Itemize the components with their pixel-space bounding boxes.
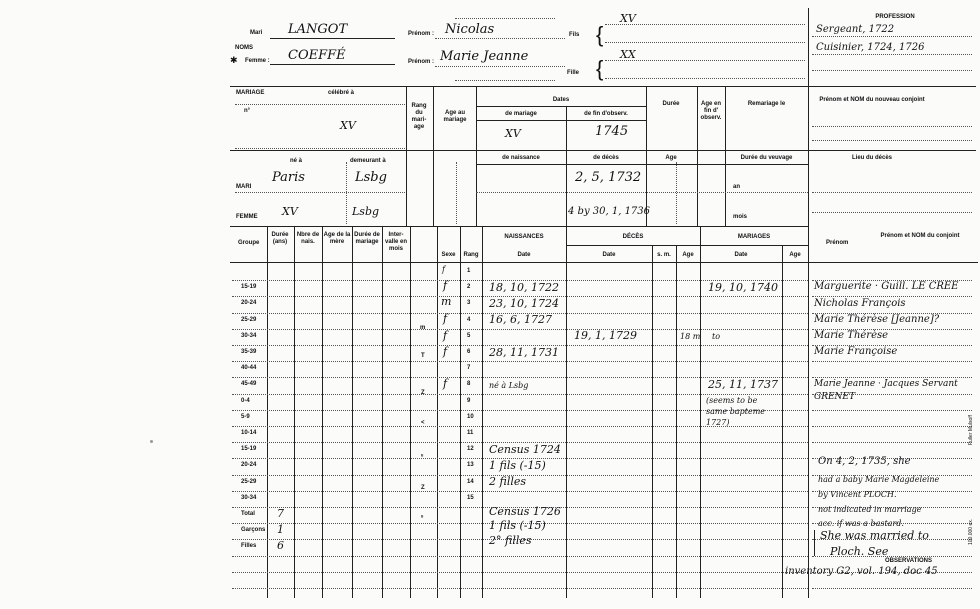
- rang-number: 9: [467, 397, 471, 404]
- rang-number: 3: [467, 300, 471, 307]
- obs-line-4: not indicated in marriage: [818, 505, 922, 514]
- age-group-label: 5-9: [241, 413, 250, 420]
- child5-deces-age: 18 m: [680, 332, 701, 341]
- noms-label: NOMS: [235, 45, 253, 51]
- total-value: 7: [277, 507, 284, 520]
- femme-name: COEFFÉ: [288, 48, 346, 63]
- age-group-label: Total: [241, 511, 255, 517]
- femme-prenom: Marie Jeanne: [440, 49, 529, 64]
- fils-mark: XX: [620, 48, 636, 61]
- obs-line-2: had a baby Marie Magdeleine: [818, 475, 940, 484]
- row-divider: [232, 556, 808, 557]
- groupe-label: Groupe: [238, 240, 260, 246]
- rang-number: 11: [467, 430, 474, 436]
- child5-prenom: Marie Thérèse: [814, 330, 889, 341]
- rang-number: 12: [467, 446, 474, 453]
- mari-label: Mari: [250, 30, 263, 36]
- dates-label: Dates: [552, 97, 570, 103]
- age-group-label: 0-4: [241, 397, 250, 404]
- mariage-title: MARIAGE: [236, 90, 265, 96]
- duree-label: Durée: [662, 101, 680, 107]
- nbre-nais-label: Nbre de nais.: [296, 232, 320, 245]
- child8-prenom: Marie Jeanne · Jacques Servant GRENET: [814, 379, 958, 402]
- rang-number: 5: [467, 332, 471, 339]
- mariages-label: MARIAGES: [737, 234, 771, 240]
- side-letter-z: Z: [421, 390, 425, 396]
- age-group-label: 15-19: [241, 284, 257, 291]
- obs-line-7: Ploch. See: [830, 545, 889, 558]
- rang-number: 1: [467, 268, 471, 274]
- remariage-label: Remariage le: [747, 101, 786, 107]
- side-letter-n: Z: [421, 485, 425, 491]
- fils-label: Fils: [569, 32, 580, 38]
- child2-date: 18, 10, 1722: [489, 281, 559, 294]
- age-group-label: 40-44: [241, 365, 257, 372]
- age-group-label: 20-24: [241, 462, 257, 469]
- rang-mariage-label: Rang du mari-age: [411, 103, 427, 130]
- de-fin-label: de fin d'observ.: [584, 111, 628, 117]
- mariage-age-label: Age: [789, 252, 801, 258]
- child8-date: né à Lsbg: [489, 381, 529, 390]
- mari-prenom: Nicolas: [445, 22, 495, 37]
- rang-number: 8: [467, 381, 471, 388]
- child2-mariage: 19, 10, 1740: [708, 281, 778, 294]
- age-fin-label: Age en fin d' observ.: [700, 101, 722, 121]
- profession-1: Sergeant, 1722: [816, 24, 895, 35]
- ne-a-label: né à: [290, 158, 303, 164]
- child5-deces: 19, 1, 1729: [574, 329, 637, 342]
- row-divider: [232, 491, 808, 492]
- child6-sexe: f: [443, 345, 448, 358]
- mois-label: mois: [733, 214, 748, 220]
- row-divider: [812, 410, 972, 411]
- row-divider: [232, 329, 808, 330]
- child6-prenom: Marie Françoise: [814, 346, 898, 357]
- femme-ne-a: XV: [282, 205, 298, 218]
- side-text-left: Fuller Mulsoff: [968, 415, 974, 445]
- age-group-label: 25-29: [241, 316, 257, 323]
- rang-label: Rang: [463, 252, 479, 258]
- child5-sexe: f: [443, 329, 448, 342]
- mari-prenom-label: Prénom :: [408, 31, 435, 37]
- fils-brace-icon: {: [596, 22, 604, 47]
- side-text-right: 100.000 ex.: [968, 518, 974, 545]
- mari-deces: 2, 5, 1732: [575, 170, 642, 185]
- child2-prenom: Marguerite · Guill. LE CREE: [814, 281, 959, 292]
- row-divider: [812, 442, 972, 443]
- total-value: 1: [277, 523, 284, 537]
- femme-row-label: FEMME: [236, 214, 258, 220]
- age-group-label: 10-14: [241, 430, 257, 436]
- rang-number: 2: [467, 284, 471, 291]
- femme-deces: 4 by 30, 1, 1736: [568, 206, 651, 217]
- total-value: 6: [277, 539, 284, 553]
- obs-line-5: acc. if was a bastard.: [818, 519, 904, 528]
- rang-number: 6: [467, 349, 471, 355]
- child4-sexe: f: [443, 312, 448, 325]
- row-divider: [812, 426, 972, 427]
- de-mariage-label: de mariage: [505, 111, 537, 117]
- child3-date: 23, 10, 1724: [489, 297, 559, 310]
- fille-brace-icon: {: [596, 56, 604, 81]
- age-label: Age: [665, 155, 677, 161]
- sm-label: s. m.: [657, 252, 671, 258]
- no-label: n°: [244, 108, 251, 114]
- mari-name: LANGOT: [288, 22, 348, 37]
- obs-line-6: She was married to: [820, 529, 929, 542]
- age-group-label: Garçons: [241, 527, 266, 534]
- mari-ne-a: Paris: [272, 170, 305, 185]
- deces-label: DÉCÈS: [622, 234, 644, 240]
- age-group-label: 30-34: [241, 332, 257, 339]
- age-group-label: 30-34: [241, 494, 257, 501]
- star-icon: ✱: [230, 55, 238, 65]
- rang-number: 7: [467, 365, 471, 372]
- duree-veuvage-label: Durée du veuvage: [740, 155, 793, 161]
- conjoint-label: Prénom et NOM du conjoint: [880, 233, 960, 239]
- age-group-label: 20-24: [241, 300, 257, 307]
- age-group-label: Filles: [241, 543, 257, 550]
- observations-label: OBSERVATIONS: [885, 558, 933, 564]
- duree-mariage-label: Durée de mariage: [354, 232, 380, 245]
- side-letter-t: T: [421, 353, 425, 359]
- child1-sexe: f: [442, 265, 445, 274]
- row-divider: [232, 361, 808, 362]
- sexe-label: Sexe: [441, 252, 456, 258]
- child8-mariage-note: (seems to be same bapteme 1727): [706, 396, 766, 427]
- child4-prenom: Marie Thérèse [Jeanne]?: [814, 314, 940, 325]
- age-mere-label: Age de la mère: [323, 232, 351, 245]
- age-group-label: 25-29: [241, 478, 257, 485]
- femme-demeurant: Lsbg: [352, 205, 380, 218]
- child2-sexe: f: [443, 279, 448, 292]
- fin-observ-date: 1745: [595, 124, 629, 139]
- census-1724: Census 1724: [489, 443, 561, 456]
- age-group-label: 15-19: [241, 446, 257, 453]
- census-1724-fils: 1 fils (-15): [489, 459, 546, 472]
- mari-demeurant: Lsbg: [355, 170, 387, 185]
- femme-prenom-label: Prénom :: [408, 59, 435, 65]
- census-1726-filles: 2° filles: [489, 534, 532, 547]
- lieu-deces-label: Lieu du décès: [851, 155, 892, 161]
- rang-number: 14: [467, 478, 474, 485]
- child8-sexe: f: [443, 377, 448, 390]
- rang-number: 10: [467, 413, 474, 420]
- de-deces-label: de décès: [593, 155, 619, 161]
- age-group-label: 45-49: [241, 381, 257, 388]
- profession-2: Cuisinier, 1724, 1726: [816, 42, 925, 53]
- rang-number: 13: [467, 462, 474, 469]
- deces-date-label: Date: [602, 252, 616, 258]
- profession-label: PROFESSION: [875, 14, 915, 20]
- side-letter-f: ᵤ: [421, 452, 424, 458]
- naissances-label: NAISSANCES: [504, 234, 544, 240]
- row-divider: [812, 361, 972, 362]
- child5-deces-age2: to: [712, 332, 721, 341]
- child4-date: 16, 6, 1727: [489, 313, 552, 326]
- age-group-label: 35-39: [241, 349, 257, 355]
- row-divider: [232, 588, 808, 589]
- naissance-date-label: Date: [517, 252, 531, 258]
- row-divider: [232, 572, 808, 573]
- scan-dot: [150, 440, 153, 443]
- femme-label: Femme :: [245, 58, 270, 64]
- child8-mariage: 25, 11, 1737: [708, 378, 778, 391]
- mariage-date: XV: [505, 127, 521, 140]
- census-1726: Census 1726: [489, 505, 561, 518]
- fille-label: Fille: [567, 70, 580, 76]
- deces-age-label: Age: [682, 252, 694, 258]
- celebre-label: célébré à: [328, 90, 355, 96]
- prenom-label: Prénom: [826, 240, 849, 246]
- obs-line-1: On 4, 2, 1735, she: [818, 456, 911, 467]
- obs-line-3: by Vincent PLOCH.: [818, 490, 897, 499]
- age-mariage-label: Age au mariage: [443, 110, 467, 123]
- nouveau-conjoint-label: Prénom et NOM du nouveau conjoint: [819, 97, 925, 103]
- census-1724-filles: 2 filles: [489, 475, 527, 488]
- mari-row-label: MARI: [236, 184, 252, 190]
- side-letter-e: m: [420, 325, 426, 331]
- mariage-place: XV: [340, 119, 356, 132]
- demeurant-label: demeurant à: [350, 158, 386, 164]
- row-divider: [812, 588, 972, 589]
- de-naissance-label: de naissance: [502, 155, 540, 161]
- top-mark: XV: [620, 12, 636, 25]
- rang-number: 4: [467, 316, 471, 323]
- duree-ans-label: Durée (ans): [271, 232, 289, 245]
- side-letter-a: <: [421, 420, 425, 426]
- mariage-date-label: Date: [734, 252, 748, 258]
- obs-line-8: inventory G2, vol. 194, doc 45: [785, 566, 938, 577]
- rang-number: 15: [467, 494, 474, 501]
- an-label: an: [733, 184, 741, 190]
- side-letter-e2: ᵘ: [421, 515, 424, 521]
- child6-date: 28, 11, 1731: [489, 346, 559, 359]
- intervalle-label: Inter-valle en mois: [384, 232, 407, 252]
- child3-sexe: m: [441, 295, 452, 308]
- census-1726-fils: 1 fils (-15): [489, 519, 546, 532]
- child3-prenom: Nicholas François: [814, 298, 906, 309]
